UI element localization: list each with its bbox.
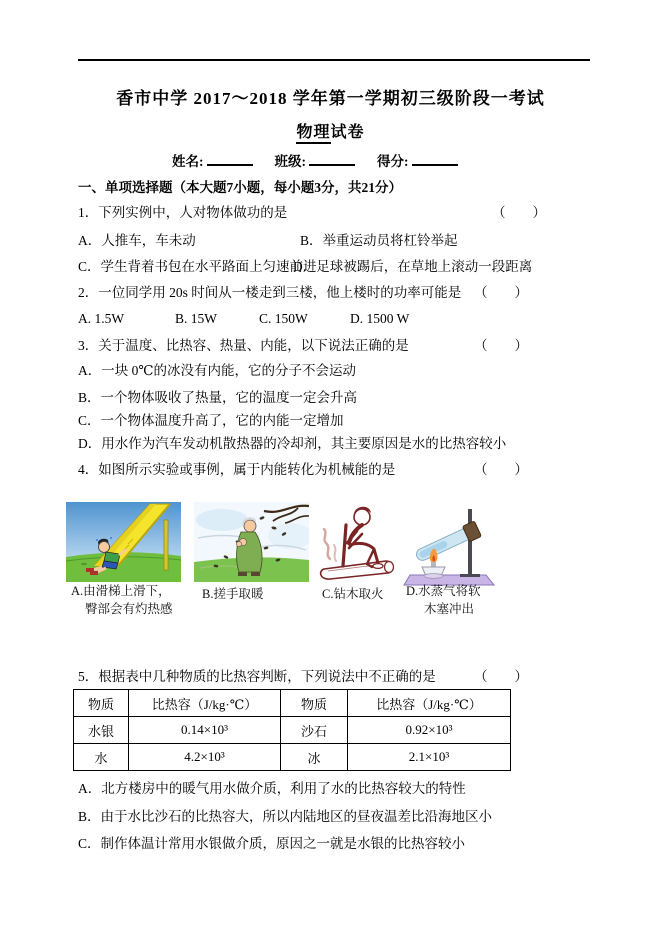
figure-c-drill-wood: [316, 503, 402, 589]
q2-option-c: C. 150W: [259, 311, 308, 326]
table-row: [74, 744, 511, 771]
figure-d-caption-line1: D.水蒸气将软: [406, 584, 481, 598]
q1-option-d: D．足球被踢后，在草地上滚动一段距离: [293, 259, 533, 274]
q3-option-c: C．一个物体温度升高了，它的内能一定增加: [78, 413, 344, 428]
class-field-label: 班级:: [274, 154, 306, 169]
score-blank: [412, 151, 458, 166]
exam-subtitle-underlined: 物理: [296, 124, 330, 144]
table-header-cell: 比热容（J/kg·℃）: [348, 690, 511, 717]
score-field-label: 得分:: [377, 154, 409, 169]
figure-a-slide: [66, 502, 181, 582]
q2-option-d: D. 1500 W: [350, 311, 410, 326]
q3-stem: 3．关于温度、比热容、热量、内能，以下说法正确的是: [78, 338, 409, 353]
exam-subtitle: [0, 119, 661, 142]
table-cell: 沙石: [281, 717, 348, 744]
table-row: [74, 717, 511, 744]
table-header-cell: 比热容（J/kg·℃）: [129, 690, 281, 717]
q5-option-b: B．由于水比沙石的比热容大，所以内陆地区的昼夜温差比沿海地区小: [78, 809, 493, 824]
top-rule: [78, 59, 590, 61]
q4-stem: 4．如图所示实验或事例，属于内能转化为机械能的是: [78, 462, 396, 477]
name-field-label: 姓名:: [172, 154, 204, 169]
q5-answer-bracket: （ ）: [474, 669, 528, 684]
rub-hands-illustration: [194, 502, 309, 582]
figure-a-caption-line1: A.由滑梯上滑下，: [71, 584, 171, 598]
name-class-score-row: [172, 150, 458, 170]
figure-b-rub-hands: [194, 502, 309, 582]
q1-option-c: C．学生背着书包在水平路面上匀速前进: [78, 259, 317, 274]
q4-answer-bracket: （ ）: [474, 462, 528, 477]
figure-a-caption-line2: 臀部会有灼热感: [85, 602, 173, 616]
figure-c-caption: C.钻木取火: [322, 587, 384, 601]
table-header-row: [74, 690, 511, 717]
exam-subtitle-rest: 试卷: [330, 124, 365, 141]
table-header-cell: 物质: [74, 690, 129, 717]
q2-answer-bracket: （ ）: [474, 285, 528, 300]
steam-cork-illustration: [402, 505, 500, 589]
q1-option-a: A．人推车，车未动: [78, 233, 196, 248]
q3-answer-bracket: （ ）: [474, 338, 528, 353]
section-header: 一、单项选择题（本大题7小题，每小题3分，共21分）: [78, 180, 402, 195]
q3-option-d: D．用水作为汽车发动机散热器的冷却剂，其主要原因是水的比热容较小: [78, 436, 507, 451]
table-cell: 0.14×10³: [129, 717, 281, 744]
figure-b-caption: B.搓手取暖: [202, 587, 264, 601]
q1-stem: 1．下列实例中，人对物体做功的是: [78, 205, 288, 220]
table-cell: 0.92×10³: [348, 717, 511, 744]
figure-d-caption-line2: 木塞冲出: [424, 602, 475, 616]
q5-option-a: A．北方楼房中的暖气用水做介质，利用了水的比热容较大的特性: [78, 781, 466, 796]
exam-title: 香市中学 2017～2018 学年第一学期初三级阶段一考试: [116, 89, 545, 108]
q5-option-c: C．制作体温计常用水银做介质，原因之一就是水银的比热容较小: [78, 836, 466, 851]
table-cell: 4.2×10³: [129, 744, 281, 771]
q1-answer-bracket: （ ）: [492, 205, 546, 220]
q2-option-a: A. 1.5W: [78, 311, 125, 326]
specific-heat-table: [73, 689, 511, 771]
q2-stem: 2．一位同学用 20s 时间从一楼走到三楼，他上楼时的功率可能是: [78, 285, 462, 300]
table-cell: 水银: [74, 717, 129, 744]
q2-option-b: B. 15W: [175, 311, 217, 326]
slide-illustration: [66, 502, 181, 582]
name-blank: [207, 151, 253, 166]
table-header-cell: 物质: [281, 690, 348, 717]
figure-d-steam-cork: [402, 505, 500, 589]
drill-wood-illustration: [316, 503, 402, 589]
table-cell: 水: [74, 744, 129, 771]
table-cell: 冰: [281, 744, 348, 771]
table-cell: 2.1×10³: [348, 744, 511, 771]
q1-option-b: B．举重运动员将杠铃举起: [300, 233, 458, 248]
q5-stem: 5．根据表中几种物质的比热容判断，下列说法中不正确的是: [78, 669, 436, 684]
class-blank: [309, 151, 355, 166]
q3-option-a: A．一块 0℃的冰没有内能，它的分子不会运动: [78, 363, 356, 378]
q3-option-b: B．一个物体吸收了热量，它的温度一定会升高: [78, 390, 358, 405]
